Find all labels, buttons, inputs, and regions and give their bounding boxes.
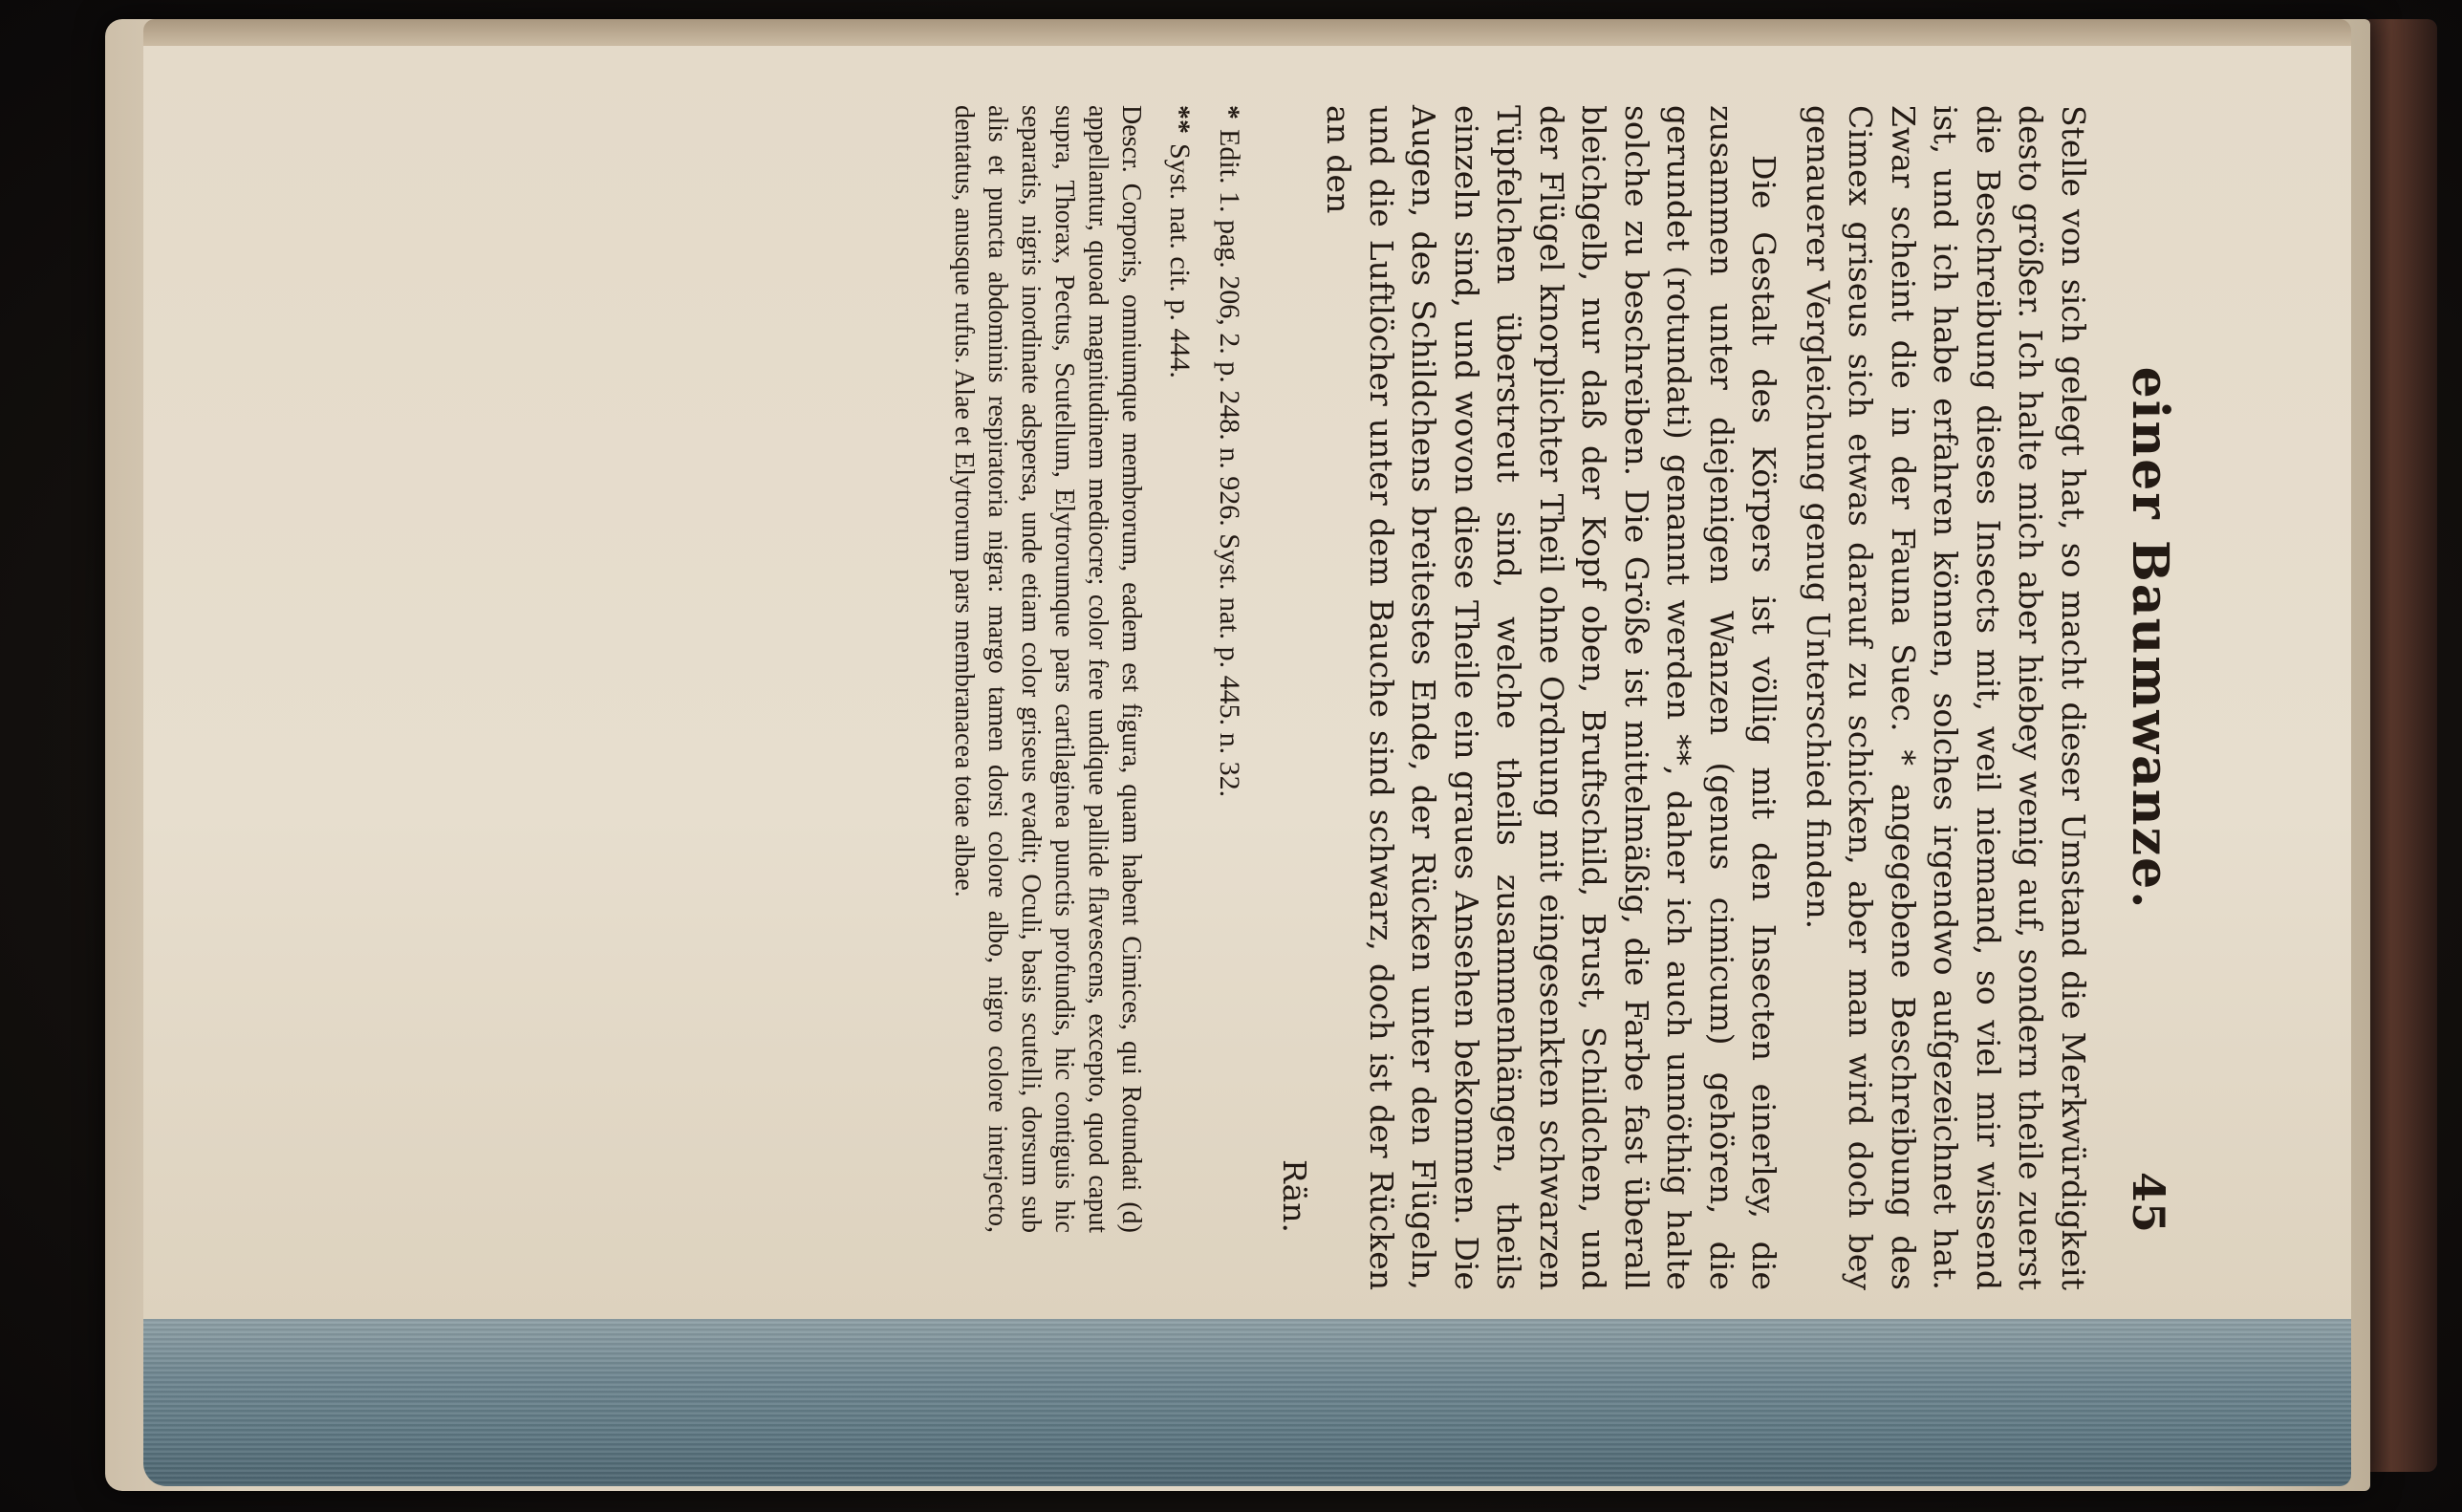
paragraph-1: Stelle von sich gelegt hat, so macht dieser Umstand die Merkwürdigkeit desto größer. Ich halte mich aber hiebey wenig auf, sondern theile zuerst die Beschreibung dieses Insects mit, weil niemand, so viel mir wissend ist, und ich habe erfahren können, solches irgendwo aufgezeichnet hat. Zwar scheint die in der Fauna Suec. * angegebene Beschreibung des Cimex griseus sich etwas darauf zu schicken, aber man wird doch bey genauerer Vergleichung genug Unterschied finden. [1800, 105, 2092, 1290]
footnote-2-mark: ** [1164, 105, 1196, 134]
book-cover-edge [2361, 19, 2437, 1472]
footnote-2-text: Syst. nat. cit. p. 444. [1164, 143, 1196, 378]
page-fore-edge [143, 1319, 2351, 1486]
footnote-1 [1211, 105, 1247, 1233]
footnotes [947, 105, 1247, 1233]
catchword: Rän. [1276, 1158, 1313, 1233]
printed-text-block [947, 105, 2179, 1290]
paragraph-2: Die Gestalt des Körpers ist völlig mit den Insecten einerley, die zusammen unter diejenigen Wanzen (genus cimicum) gehören, die gerundet (rotundati) genannt werden **, daher ich auch unnöthig halte solche zu beschreiben. Die Größe ist mittelmäßig, die Farbe fast überall bleichgelb, nur daß der Kopf oben, Bruftschild, Brust, Schildchen, und der Flügel knorplichter Theil ohne Ordnung mit eingesenkten schwarzen Tüpfelchen überstreut sind, welche theils zusammenhängen, theils einzeln sind, und wovon diese Theile ein graues Ansehen bekommen. Die Augen, des Schildchens breitestes Ende, der Rücken unter den Flügeln, und die Luftlöcher unter dem Bauche sind schwarz, doch ist der Rücken an den [1320, 105, 1783, 1290]
page-number: 45 [2123, 1171, 2174, 1233]
latin-description: Descr. Corporis, omniumque membrorum, eadem est figura, quam habent Cimices, qui Rotundati (d) appellantur, quoad magnitudinem mediocre; color fere undique pallide flavescens, excepto, quod caput supra, Thorax, Pectus, Scutellum, Elytrorumque pars cartilaginea punctis profundis, hic contiguis hic separatis, nigris inordinate adspersa, unde etiam color griseus evadit; Oculi, basis scutelli, dorsum sub alis et puncta abdominis respiratoria nigra: margo tamen dorsi colore albo, nigro colore interjecto, dentatus, anusque rufus. Alae et Elytrorum pars membranacea totae albae. [949, 105, 1146, 1233]
page-top-edge [143, 19, 2351, 46]
footnote-1-mark: * [1214, 105, 1245, 119]
running-head [2121, 105, 2179, 1233]
footnote-2 [1161, 105, 1198, 1233]
running-title: einer Baumwanze. [2121, 366, 2179, 911]
footnote-1-text: Edit. 1. pag. 206, 2. p. 248. n. 926. Syst. nat. p. 445. n. 32. [1214, 129, 1245, 798]
